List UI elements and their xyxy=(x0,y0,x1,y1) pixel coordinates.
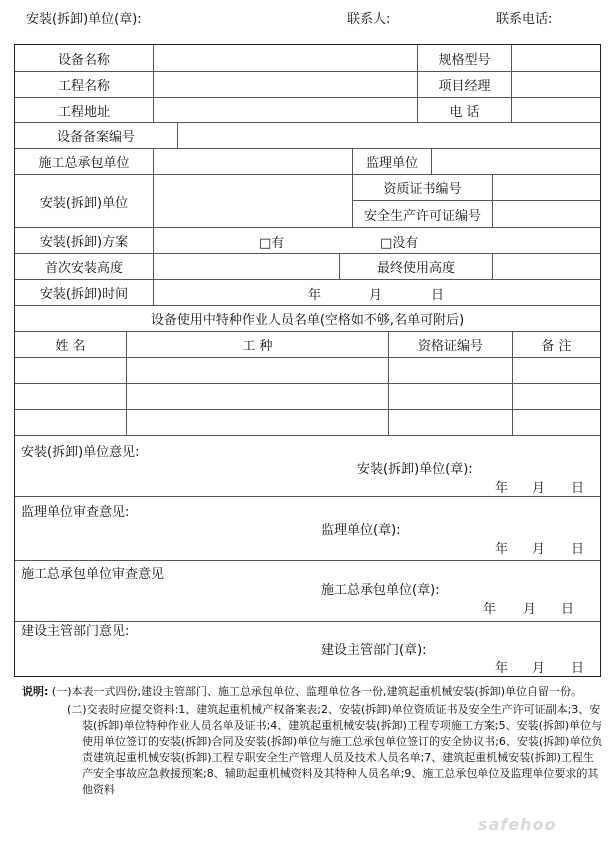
note-item-1-text: (一)本表一式四份,建设主管部门、施工总承包单位、监理单位各一份,建筑起重机械安装(拆卸)单位自留一份。 xyxy=(51,685,583,698)
spec-model-field[interactable] xyxy=(512,45,600,72)
phone-label-cell: 电 话 xyxy=(418,98,512,123)
note-item-1 xyxy=(22,684,604,700)
notes-lead: 说明: xyxy=(22,685,49,698)
install-time-year: 年 xyxy=(308,288,322,303)
project-name-field[interactable] xyxy=(154,72,418,98)
personnel-name-cell[interactable] xyxy=(15,358,127,384)
personnel-name-cell[interactable] xyxy=(15,384,127,410)
supervision-opinion-title: 监理单位审查意见: xyxy=(21,505,130,520)
plan-no-checkbox[interactable]: □没有 xyxy=(380,236,419,251)
personnel-remark-cell[interactable] xyxy=(513,384,600,410)
personnel-cert-cell[interactable] xyxy=(389,410,513,436)
supervision-unit-field[interactable] xyxy=(432,149,600,175)
personnel-trade-cell[interactable] xyxy=(127,384,389,410)
authority-seal-label: 建设主管部门(章): xyxy=(321,643,427,658)
install-time-month: 月 xyxy=(369,288,383,303)
col-name-header: 姓 名 xyxy=(15,332,127,358)
install-unit-opinion-year: 年 xyxy=(495,481,509,496)
safety-license-no-field[interactable] xyxy=(493,201,600,228)
supervision-unit-label: 监理单位 xyxy=(353,149,432,175)
plan-yes-checkbox[interactable]: □有 xyxy=(259,236,285,251)
col-cert-no-header: 资格证编号 xyxy=(389,332,513,358)
contractor-opinion-day: 日 xyxy=(561,602,575,617)
supervision-opinion-year: 年 xyxy=(495,542,509,557)
personnel-cert-cell[interactable] xyxy=(389,384,513,410)
final-height-field[interactable] xyxy=(493,254,600,280)
install-time-day: 日 xyxy=(431,288,445,303)
spec-model-label: 规格型号 xyxy=(418,45,512,72)
project-manager-field[interactable] xyxy=(512,72,600,98)
supervision-opinion-month: 月 xyxy=(532,542,546,557)
install-unit-opinion-month: 月 xyxy=(532,481,546,496)
install-plan-options xyxy=(154,228,600,254)
unit-seal-label: 安装(拆卸)单位(章): xyxy=(26,12,142,27)
authority-opinion-title: 建设主管部门意见: xyxy=(21,624,130,639)
col-trade-header: 工 种 xyxy=(127,332,389,358)
phone-field[interactable] xyxy=(512,98,600,123)
personnel-name-cell[interactable] xyxy=(15,410,127,436)
contact-label: 联系人: xyxy=(347,12,391,27)
general-contractor-label: 施工总承包单位 xyxy=(15,149,154,175)
supervision-opinion-day: 日 xyxy=(571,542,585,557)
phone-label: 联系电话: xyxy=(496,12,553,27)
install-unit-opinion-day: 日 xyxy=(571,481,585,496)
record-no-field[interactable] xyxy=(178,123,600,149)
watermark-logo: safehoo xyxy=(478,815,557,834)
application-form xyxy=(14,44,601,677)
project-manager-label: 项目经理 xyxy=(418,72,512,98)
authority-opinion-year: 年 xyxy=(495,661,509,676)
personnel-remark-cell[interactable] xyxy=(513,410,600,436)
project-address-field[interactable] xyxy=(154,98,418,123)
first-height-field[interactable] xyxy=(154,254,340,280)
qualification-no-field[interactable] xyxy=(493,175,600,201)
final-height-label: 最终使用高度 xyxy=(340,254,493,280)
personnel-remark-cell[interactable] xyxy=(513,358,600,384)
contractor-opinion-title: 施工总承包单位审查意见 xyxy=(21,567,165,582)
personnel-trade-cell[interactable] xyxy=(127,358,389,384)
install-unit-seal-label: 安装(拆卸)单位(章): xyxy=(357,462,473,477)
record-no-label: 设备备案编号 xyxy=(15,123,178,149)
contractor-seal-label: 施工总承包单位(章): xyxy=(321,583,440,598)
project-address-label: 工程地址 xyxy=(15,98,154,123)
install-time-label: 安装(拆卸)时间 xyxy=(15,280,154,306)
note-item-2: (二)交表时应提交资料:1、建筑起重机械产权备案表;2、安装(拆卸)单位资质证书及安全生产许可证副本;3、安装(拆卸)单位特种作业人员名单及证书;4、建筑起重机械安装(拆卸)工程专项施工方案;5、安装(拆卸)单位与使用单位签订的安装(拆卸)合同及安装(拆卸)单位与施工总承包单位签订的安全协议书;6、安装(拆卸)单位负责建筑起重机械安装(拆卸)工程专职安全生产管理人员及技术人员名单;7、建筑起重机械安装(拆卸)工程生产安全事故应急救援预案;8、辅助起重机械资料及其特种人员名单;9、施工总承包单位及监理单位要求的其他资料 xyxy=(67,703,603,796)
authority-opinion-day: 日 xyxy=(571,661,585,676)
contractor-opinion-year: 年 xyxy=(483,602,497,617)
col-remarks-header: 备 注 xyxy=(513,332,600,358)
safety-license-no-label: 安全生产许可证编号 xyxy=(353,201,493,228)
device-name-field[interactable] xyxy=(154,45,418,72)
qualification-no-label: 资质证书编号 xyxy=(353,175,493,201)
install-unit-opinion-title: 安装(拆卸)单位意见: xyxy=(21,445,140,460)
install-unit-label: 安装(拆卸)单位 xyxy=(15,175,154,228)
personnel-cert-cell[interactable] xyxy=(389,358,513,384)
project-name-label: 工程名称 xyxy=(15,72,154,98)
install-plan-label: 安装(拆卸)方案 xyxy=(15,228,154,254)
contractor-opinion-month: 月 xyxy=(523,602,537,617)
general-contractor-field[interactable] xyxy=(154,149,353,175)
supervision-seal-label: 监理单位(章): xyxy=(321,523,401,538)
notes-section xyxy=(22,684,604,798)
install-unit-field[interactable] xyxy=(154,175,353,228)
personnel-trade-cell[interactable] xyxy=(127,410,389,436)
authority-opinion-month: 月 xyxy=(532,661,546,676)
first-height-label: 首次安装高度 xyxy=(15,254,154,280)
personnel-list-title: 设备使用中特种作业人员名单(空格如不够,名单可附后) xyxy=(15,306,600,332)
device-name-label: 设备名称 xyxy=(15,45,154,72)
